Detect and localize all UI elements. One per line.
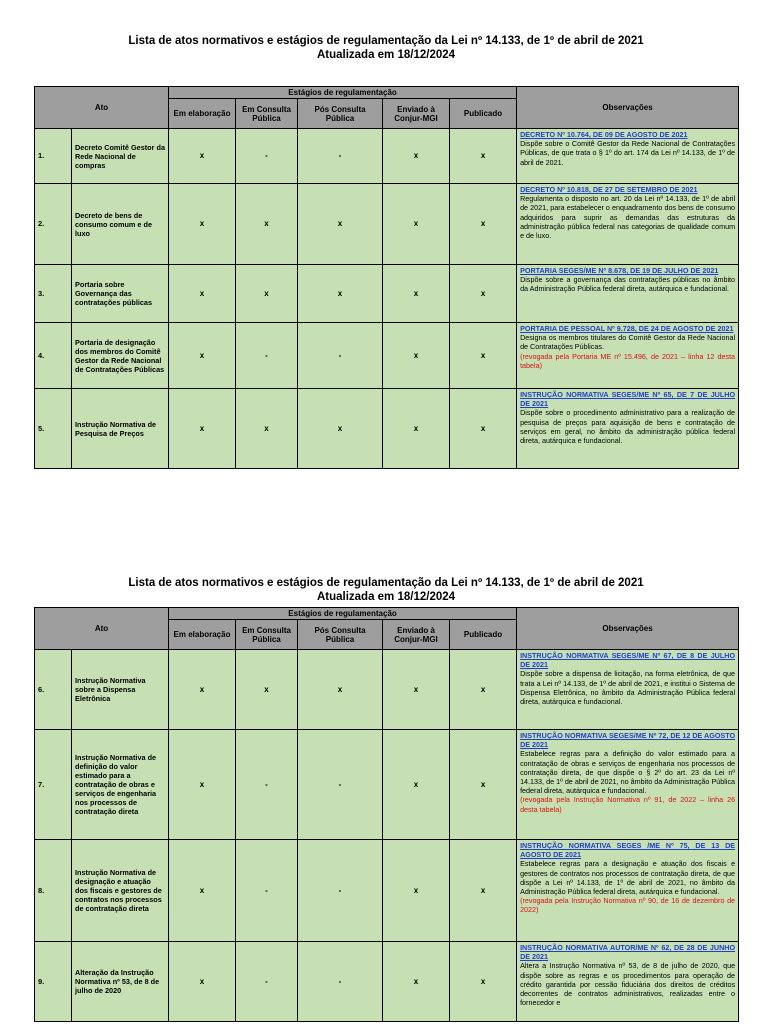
row-observacoes — [517, 184, 739, 265]
stage-pos-consulta: x — [298, 650, 383, 730]
header-ato: Ato — [35, 87, 169, 129]
title-line-1: Lista de atos normativos e estágios de regulamentação da Lei nº 14.133, de 1º de abril de 2021 — [128, 35, 644, 47]
table-row — [35, 942, 739, 1022]
stage-pos-consulta: x — [298, 184, 383, 265]
stage-enviado: x — [383, 184, 450, 265]
row-number: 9. — [35, 942, 72, 1022]
document-title — [34, 34, 738, 86]
header-publicado: Publicado — [450, 620, 517, 650]
row-observacoes — [517, 942, 739, 1022]
stage-em-elaboracao: x — [169, 840, 236, 942]
row-ato: Instrução Normativa de Pesquisa de Preços — [72, 389, 169, 469]
stage-pos-consulta: - — [298, 730, 383, 840]
stage-em-consulta: x — [236, 184, 298, 265]
header-estagios: Estágios de regulamentação — [169, 87, 517, 99]
table-row — [35, 323, 739, 389]
row-observacoes — [517, 129, 739, 184]
table-row — [35, 265, 739, 323]
table-row — [35, 184, 739, 265]
row-observacoes — [517, 323, 739, 389]
act-description: Regulamenta o disposto no art. 20 da Lei nº 14.133, de 1º de abril de 2021, para estabelecer o enquadramento dos bens de consumo adquiridos para suprir as demandas das estruturas da administração pública federal nas categorias de qualidade comum e de luxo. — [520, 194, 736, 241]
header-estagios: Estágios de regulamentação — [169, 608, 517, 620]
act-link[interactable]: DECRETO Nº 10.818, DE 27 DE SETEMBRO DE 2021 — [520, 185, 698, 194]
header-em-elaboracao: Em elaboração — [169, 620, 236, 650]
stage-publicado: x — [450, 323, 517, 389]
act-link[interactable]: PORTARIA SEGES/ME Nº 8.678, DE 19 DE JULHO DE 2021 — [520, 266, 719, 275]
section-1 — [34, 34, 738, 469]
act-description: Dispõe sobre a governança das contratações públicas no âmbito da Administração Pública federal direta, autárquica e fundacional. — [520, 275, 736, 294]
stage-publicado: x — [450, 730, 517, 840]
stage-enviado: x — [383, 265, 450, 323]
stage-enviado: x — [383, 942, 450, 1022]
revocation-note: (revogada pela Instrução Normativa nº 91, de 2022 – linha 26 desta tabela) — [520, 795, 736, 814]
act-description: Dispõe sobre o Comitê Gestor da Rede Nacional de Contratações Públicas, de que trata o § 1º do art. 174 da Lei nº 14.133, de 1º de abril de 2021. — [520, 139, 736, 167]
stage-em-consulta: x — [236, 650, 298, 730]
title-line-1: Lista de atos normativos e estágios de regulamentação da Lei nº 14.133, de 1º de abril de 2021 — [128, 577, 644, 589]
row-ato: Alteração da Instrução Normativa nº 53, de 8 de julho de 2020 — [72, 942, 169, 1022]
revocation-note: (revogada pela Portaria ME nº 15.496, de 2021 – linha 12 desta tabela) — [520, 351, 736, 370]
stage-pos-consulta: x — [298, 265, 383, 323]
stage-enviado: x — [383, 129, 450, 184]
stage-em-elaboracao: x — [169, 184, 236, 265]
act-description: Altera a Instrução Normativa nº 53, de 8 de julho de 2020, que dispõe sobre as regras e os procedimentos para operação de crédito garantida por cessão fiduciária dos direitos de créditos decorrentes de contratos administrativos, realizadas entre o fornecedor e — [520, 961, 736, 1008]
stage-enviado: x — [383, 730, 450, 840]
stage-publicado: x — [450, 184, 517, 265]
row-ato: Instrução Normativa de definição do valor estimado para a contratação de obras e serviços de engenharia nos processos de contratação direta — [72, 730, 169, 840]
stage-enviado: x — [383, 840, 450, 942]
stage-em-consulta: - — [236, 730, 298, 840]
stage-pos-consulta: - — [298, 323, 383, 389]
act-description: Estabelece regras para a definição do valor estimado para a contratação de obras e serviços de engenharia nos processos de contratação direta, de que dispõe o § 2º do art. 23 da Lei nº 14.133, de 1º de abril de 2021, no âmbito da Administração Pública federal direta, autárquica e fundacional. — [520, 749, 736, 796]
stage-em-consulta: - — [236, 942, 298, 1022]
row-ato: Instrução Normativa de designação e atuação dos fiscais e gestores de contratos nos processos de contratação direta — [72, 840, 169, 942]
row-number: 4. — [35, 323, 72, 389]
stage-em-elaboracao: x — [169, 323, 236, 389]
act-link[interactable]: INSTRUÇÃO NORMATIVA SEGES /ME Nº 75, DE 13 DE AGOSTO DE 2021 — [520, 841, 736, 860]
document-title — [34, 576, 738, 607]
act-link[interactable]: INSTRUÇÃO NORMATIVA SEGES/ME Nº 65, DE 7 DE JULHO DE 2021 — [520, 390, 736, 409]
stage-em-consulta: - — [236, 323, 298, 389]
act-link[interactable]: INSTRUÇÃO NORMATIVA AUTOR/ME Nº 62, DE 28 DE JUNHO DE 2021 — [520, 943, 736, 962]
row-number: 3. — [35, 265, 72, 323]
revocation-note: (revogada pela Instrução Normativa nº 90, de 16 de dezembro de 2022) — [520, 896, 736, 915]
title-line-2: Atualizada em 18/12/2024 — [316, 49, 456, 61]
stage-em-consulta: - — [236, 129, 298, 184]
stage-publicado: x — [450, 129, 517, 184]
regulation-table — [34, 86, 739, 469]
header-enviado: Enviado à Conjur-MGI — [383, 99, 450, 129]
row-number: 2. — [35, 184, 72, 265]
title-line-2: Atualizada em 18/12/2024 — [316, 591, 456, 603]
header-observacoes: Observações — [517, 87, 739, 129]
stage-em-elaboracao: x — [169, 129, 236, 184]
act-link[interactable]: INSTRUÇÃO NORMATIVA SEGES/ME Nº 67, DE 8 DE JULHO DE 2021 — [520, 651, 736, 670]
stage-pos-consulta: - — [298, 840, 383, 942]
row-number: 7. — [35, 730, 72, 840]
stage-enviado: x — [383, 650, 450, 730]
table-row — [35, 129, 739, 184]
stage-enviado: x — [383, 323, 450, 389]
act-description: Designa os membros titulares do Comitê Gestor da Rede Nacional de Contratações Públicas. — [520, 333, 736, 352]
row-ato: Portaria sobre Governança das contratações públicas — [72, 265, 169, 323]
stage-em-consulta: - — [236, 840, 298, 942]
regulation-table — [34, 607, 739, 1022]
header-ato: Ato — [35, 608, 169, 650]
header-pos-consulta: Pós Consulta Pública — [298, 99, 383, 129]
stage-publicado: x — [450, 389, 517, 469]
table-row — [35, 730, 739, 840]
stage-pos-consulta: - — [298, 942, 383, 1022]
stage-pos-consulta: - — [298, 129, 383, 184]
act-description: Estabelece regras para a designação e atuação dos fiscais e gestores de contratos nos processos de contratação direta, de que dispõe a Lei nº 14.133, de 1º de abril de 2021, no âmbito da Administração Pública federal direta, autárquica e fundacional. — [520, 859, 736, 897]
row-observacoes — [517, 389, 739, 469]
stage-em-elaboracao: x — [169, 265, 236, 323]
table-row — [35, 840, 739, 942]
header-em-consulta: Em Consulta Pública — [236, 620, 298, 650]
row-ato: Decreto Comitê Gestor da Rede Nacional de compras — [72, 129, 169, 184]
header-em-elaboracao: Em elaboração — [169, 99, 236, 129]
row-ato: Portaria de designação dos membros do Comitê Gestor da Rede Nacional de Contratações Públicas — [72, 323, 169, 389]
stage-enviado: x — [383, 389, 450, 469]
act-description: Dispõe sobre a dispensa de licitação, na forma eletrônica, de que trata a Lei nº 14.133, de 1º de abril de 2021, e institui o Sistema de Dispensa Eletrônica, no âmbito da Administração Pública federal direta, autárquica e fundacional. — [520, 669, 736, 707]
stage-pos-consulta: x — [298, 389, 383, 469]
row-observacoes — [517, 265, 739, 323]
row-observacoes — [517, 650, 739, 730]
table-row — [35, 389, 739, 469]
header-pos-consulta: Pós Consulta Pública — [298, 620, 383, 650]
header-publicado: Publicado — [450, 99, 517, 129]
row-number: 1. — [35, 129, 72, 184]
stage-em-elaboracao: x — [169, 730, 236, 840]
stage-publicado: x — [450, 265, 517, 323]
stage-em-consulta: x — [236, 389, 298, 469]
row-number: 6. — [35, 650, 72, 730]
stage-em-elaboracao: x — [169, 389, 236, 469]
section-2 — [34, 576, 738, 1022]
act-link[interactable]: INSTRUÇÃO NORMATIVA SEGES/ME Nº 72, DE 12 DE AGOSTO DE 2021 — [520, 731, 736, 750]
stage-publicado: x — [450, 942, 517, 1022]
row-ato: Instrução Normativa sobre a Dispensa Eletrônica — [72, 650, 169, 730]
header-enviado: Enviado à Conjur-MGI — [383, 620, 450, 650]
stage-publicado: x — [450, 650, 517, 730]
row-observacoes — [517, 840, 739, 942]
header-observacoes: Observações — [517, 608, 739, 650]
table-row — [35, 650, 739, 730]
stage-em-elaboracao: x — [169, 942, 236, 1022]
row-number: 5. — [35, 389, 72, 469]
stage-publicado: x — [450, 840, 517, 942]
act-description: Dispõe sobre o procedimento administrativo para a realização de pesquisa de preços para aquisição de bens e contratação de serviços em geral, no âmbito da administração pública federal direta, autárquica e fundacional. — [520, 408, 736, 446]
stage-em-consulta: x — [236, 265, 298, 323]
act-link[interactable]: PORTARIA DE PESSOAL Nº 9.728, DE 24 DE AGOSTO DE 2021 — [520, 324, 734, 333]
stage-em-elaboracao: x — [169, 650, 236, 730]
row-number: 8. — [35, 840, 72, 942]
act-link[interactable]: DECRETO Nº 10.764, DE 09 DE AGOSTO DE 2021 — [520, 130, 688, 139]
row-observacoes — [517, 730, 739, 840]
row-ato: Decreto de bens de consumo comum e de luxo — [72, 184, 169, 265]
header-em-consulta: Em Consulta Pública — [236, 99, 298, 129]
